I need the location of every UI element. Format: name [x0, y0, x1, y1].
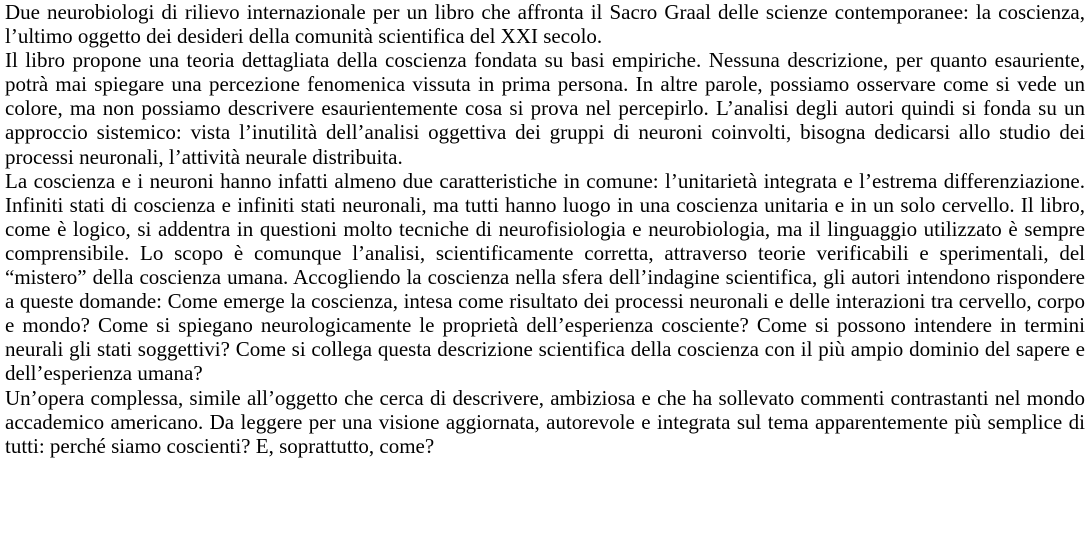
paragraph-theory: Il libro propone una teoria dettagliata della coscienza fondata su basi empiriche. Nessuna descrizione, per quanto esauriente, potrà mai spiegare una percezione fenomenica vissuta in prima persona. In altre parole, possiamo osservare come si vede un colore, ma non possiamo descrivere esaurientemente cosa si prova nel percepirlo. L’analisi degli autori quindi si fonda su un approccio sistemico: vista l’inutilità dell’analisi oggettiva dei gruppi di neuroni coinvolti, bisogna dedicarsi allo studio dei processi neuronali, l’attività neurale distribuita. — [5, 48, 1085, 169]
paragraph-conclusion: Un’opera complessa, simile all’oggetto che cerca di descrivere, ambiziosa e che ha sollevato commenti contrastanti nel mondo accademico americano. Da leggere per una visione aggiornata, autorevole e integrata sul tema apparentemente più semplice di tutti: perché siamo coscienti? E, soprattutto, come? — [5, 385, 1085, 458]
paragraph-intro: Due neurobiologi di rilievo internazionale per un libro che affronta il Sacro Graal delle scienze contemporanee: la coscienza, l’ultimo oggetto dei desideri della comunità scientifica del XXI secolo. — [5, 0, 1085, 49]
paragraph-neurons: La coscienza e i neuroni hanno infatti almeno due caratteristiche in comune: l’unitarietà integrata e l’estrema differenziazione. Infiniti stati di coscienza e infiniti stati neuronali, ma tutti hanno luogo in una coscienza unitaria e in un solo cervello. Il libro, come è logico, si addentra in questioni molto tecniche di neurofisiologia e neurobiologia, ma il linguaggio utilizzato è sempre comprensibile. Lo scopo è comunque l’analisi, scientificamente corretta, attraverso teorie verificabili e sperimentali, del “mistero” della coscienza umana. Accogliendo la coscienza nella sfera dell’indagine scientifica, gli autori intendono rispondere a queste domande: Come emerge la coscienza, intesa come risultato dei processi neuronali e delle interazioni tra cervello, corpo e mondo? Come si spiegano neurologicamente le proprietà dell’esperienza cosciente? Come si possono intendere in termini neurali gli stati soggettivi? Come si collega questa descrizione scientifica della coscienza con il più ampio dominio del sapere e dell’esperienza umana? — [5, 168, 1085, 386]
